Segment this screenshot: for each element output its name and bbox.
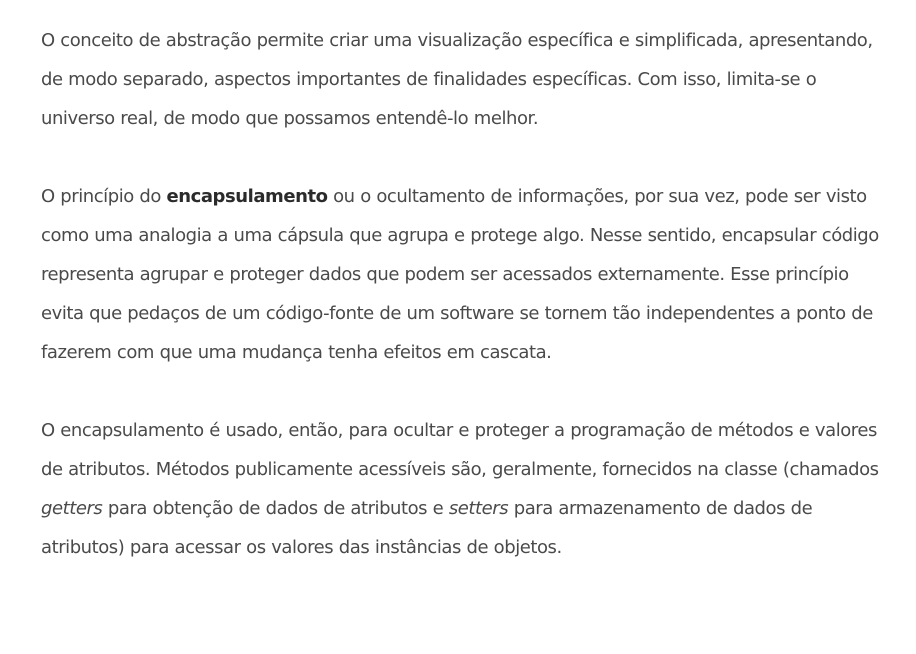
paragraph-3-text-1: O encapsulamento é usado, então, para ocultar e proteger a programação de métodos e valores de atributos. Métodos publicamente acessíveis são, geralmente, fornecidos na classe (chamados — [41, 420, 879, 480]
italic-term-getters: getters — [41, 498, 103, 519]
article-body — [41, 21, 891, 567]
paragraph-abstraction: O conceito de abstração permite criar uma visualização específica e simplificada, apresentando, de modo separado, aspectos importantes de finalidades específicas. Com isso, limita-se o universo real, de modo que possamos entendê-lo melhor. — [41, 30, 873, 129]
paragraph-encapsulation-usage — [41, 411, 891, 567]
paragraph-2-body-text: ou o ocultamento de informações, por sua vez, pode ser visto como uma analogia a uma cápsula que agrupa e protege algo. Nesse sentido, encapsular código representa agrupar e proteger dados que podem ser acessados externamente. Esse princípio evita que pedaços de um código-fonte de um software se tornem tão independentes a ponto de fazerem com que uma mudança tenha efeitos em cascata. — [41, 186, 879, 363]
italic-term-setters: setters — [448, 498, 509, 519]
paragraph-encapsulation-principle — [41, 177, 891, 372]
paragraph-2-intro-text: O princípio do — [41, 186, 167, 207]
bold-term-encapsulamento: encapsulamento — [166, 186, 328, 207]
paragraph-3-text-3: para armazenamento de dados de atributos) para acessar os valores das instâncias de objetos. — [41, 498, 813, 558]
paragraph-3-text-2: para obtenção de dados de atributos e — [102, 498, 449, 519]
